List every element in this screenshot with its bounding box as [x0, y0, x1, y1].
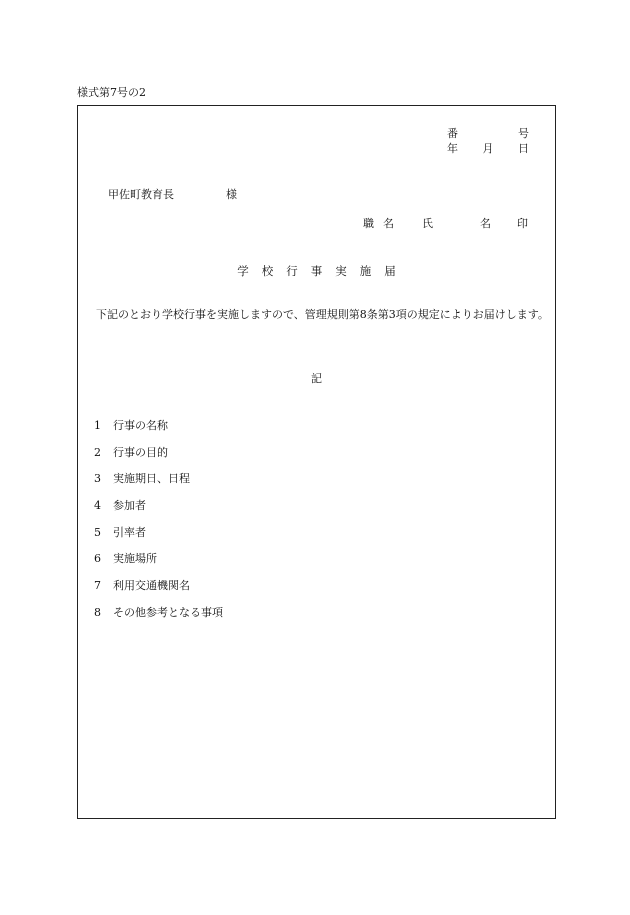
list-item [94, 550, 223, 577]
title-char: 実 [335, 264, 347, 278]
sender-name-char-1: 氏 [422, 217, 433, 230]
addressee-name: 甲佐町教育長 [108, 188, 174, 201]
item-number: 6 [94, 552, 101, 566]
item-number: 1 [94, 419, 101, 432]
item-list [94, 417, 223, 631]
item-label: その他参考となる事項 [113, 605, 223, 619]
year-char: 年 [447, 142, 458, 155]
item-number: 7 [94, 579, 101, 593]
item-label: 利用交通機関名 [113, 579, 190, 593]
title-char: 行 [286, 264, 298, 278]
item-label: 行事の目的 [113, 445, 168, 459]
number-char: 番 [447, 127, 458, 140]
item-number: 5 [94, 525, 101, 539]
list-item [94, 497, 223, 524]
item-number: 4 [94, 499, 101, 513]
form-number-label: 様式第7号の2 [77, 86, 146, 99]
item-label: 実施場所 [113, 552, 157, 566]
list-item [94, 524, 223, 551]
list-item [94, 470, 223, 497]
day-char: 日 [518, 142, 529, 155]
list-item [94, 417, 223, 444]
document-number-row [447, 125, 529, 141]
list-item [94, 604, 223, 631]
list-item [94, 444, 223, 471]
document-title [78, 263, 555, 279]
item-number: 2 [94, 445, 101, 459]
title-char: 届 [384, 264, 396, 278]
title-char: 校 [261, 264, 274, 278]
item-number: 3 [94, 472, 101, 486]
list-item [94, 577, 223, 604]
form-frame [77, 105, 556, 819]
item-label: 参加者 [113, 499, 146, 513]
body-paragraph: 下記のとおり学校行事を実施しますので、管理規則第8条第3項の規定によりお届けします。 [96, 308, 549, 321]
seal-mark: 印 [517, 217, 528, 230]
title-char: 学 [237, 264, 249, 278]
ki-heading: 記 [311, 372, 322, 385]
sender-position-char-1: 職 [363, 217, 374, 230]
item-label: 実施期日、日程 [113, 472, 190, 486]
addressee-honorific: 様 [226, 188, 237, 201]
title-char: 事 [310, 264, 323, 278]
item-number: 8 [94, 605, 101, 619]
sender-position-char-2: 名 [383, 217, 394, 230]
date-row [447, 140, 529, 156]
item-label: 行事の名称 [113, 419, 168, 432]
number-suffix: 号 [518, 127, 529, 140]
title-char: 施 [359, 264, 372, 278]
item-label: 引率者 [113, 525, 146, 539]
sender-name-char-2: 名 [480, 217, 491, 230]
month-char: 月 [482, 142, 494, 155]
